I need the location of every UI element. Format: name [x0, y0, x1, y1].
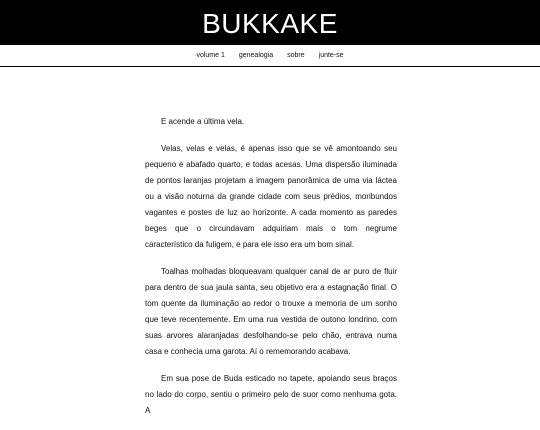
article-paragraph: Em sua pose de Buda esticado no tapete, apoiando seus braços no lado do corpo, sentiu o primeiro pelo de suor como nenhuma gota. A [145, 374, 397, 415]
nav-item-volume-1[interactable]: volume 1 [196, 52, 225, 59]
site-title[interactable]: BUKKAKE [202, 7, 338, 39]
article-paragraph: E acende a última vela. [161, 117, 245, 126]
nav-item-junte-se[interactable]: junte-se [318, 52, 344, 59]
nav-item-genealogia[interactable]: genealogia [238, 52, 274, 59]
article-paragraph: Velas, velas e velas, é apenas isso que se vê amontoando seu pequeno e abafado quarto, e todas acesas. Uma dispersão iluminada de pontos laranjas projetam a imagem panorâmica de uma via láctea ou a visão noturna da grande cidade com seus prédios, moribundos vagantes e postes de luz ao horizonte. A cada momento as paredes beges que o circundavam adquiriam mais o tom negrume característico da fuligem, e para ele isso era um bom sinal. [145, 144, 397, 249]
site-header [0, 0, 540, 45]
main-nav [0, 45, 540, 67]
article-paragraph: Toalhas molhadas bloqueavam qualquer canal de ar puro de fluir para dentro de sua jaula santa, seu objetivo era a estagnação final. O tom quente da iluminação ao redor o trouxe a memoria de um sonho que teve recentemente. Em uma rua vestida de outono londrino, com suas arvores alaranjadas desfolhando-se pelo chão, entrava numa casa e conhecia uma garota. Aí o rememorando acabava. [145, 267, 397, 356]
article-body [145, 114, 397, 430]
nav-item-sobre[interactable]: sobre [287, 52, 305, 59]
